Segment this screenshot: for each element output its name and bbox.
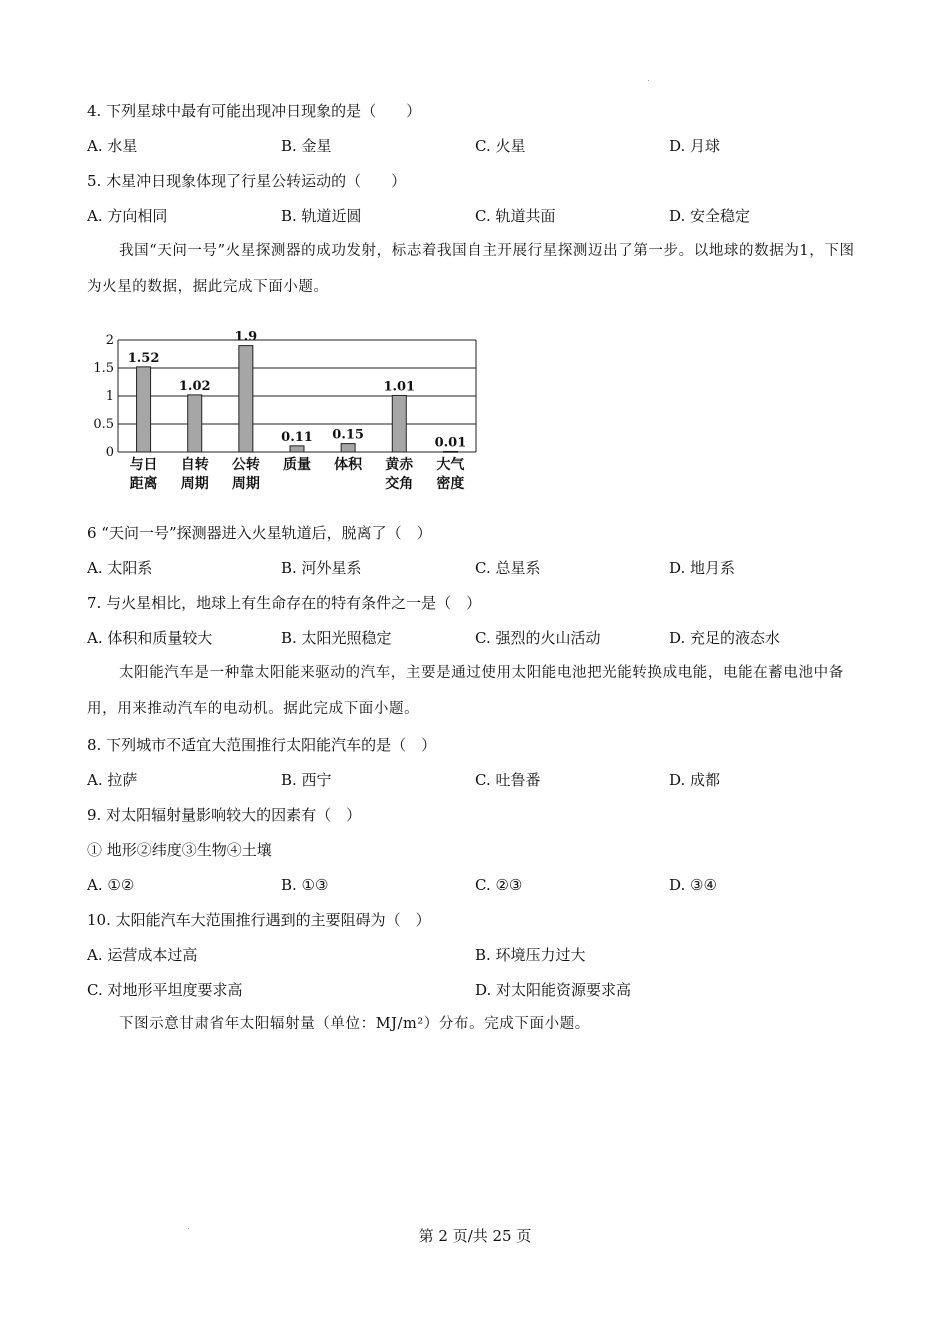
x-category-label: 质量	[283, 457, 311, 473]
q5-option-c[interactable]: C. 轨道共面	[475, 207, 556, 225]
x-category-label: 交角	[385, 476, 414, 492]
x-category-label: 距离	[129, 476, 158, 492]
y-tick-label: 1.5	[93, 361, 114, 376]
chart-bar	[392, 395, 406, 452]
bar-data-label: 1.9	[234, 329, 258, 345]
q10-option-d[interactable]: D. 对太阳能资源要求高	[475, 981, 632, 999]
q4-option-a[interactable]: A. 水星	[87, 137, 138, 155]
y-tick-label: 0	[105, 445, 114, 460]
x-category-label: 公转	[231, 457, 260, 473]
question-6-stem: 6 “天问一号”探测器进入火星轨道后，脱离了（ ）	[87, 524, 432, 542]
q8-option-a[interactable]: A. 拉萨	[87, 771, 138, 789]
x-category-label: 体积	[334, 457, 363, 473]
q8-option-d[interactable]: D. 成都	[669, 771, 721, 789]
bar-data-label: 0.15	[332, 427, 364, 443]
q5-option-d[interactable]: D. 安全稳定	[669, 207, 751, 225]
q6-option-c[interactable]: C. 总星系	[475, 559, 541, 577]
chart-bar	[239, 346, 253, 452]
passage-gansu-radiation: 下图示意甘肃省年太阳辐射量（单位：MJ/m²）分布。完成下面小题。	[119, 1016, 590, 1032]
q4-option-c[interactable]: C. 火星	[475, 137, 526, 155]
page-number-footer: 第 2 页/共 25 页	[418, 1227, 532, 1245]
x-category-label: 大气	[436, 457, 465, 473]
x-category-label: 与日	[129, 457, 158, 473]
y-tick-label: 2	[105, 333, 114, 348]
passage-mars: 我国“天问一号”火星探测器的成功发射，标志着我国自主开展行星探测迈出了第一步。以地球的数据为1，下图为火星的数据，据此完成下面小题。	[87, 243, 855, 295]
x-category-label: 自转	[180, 457, 209, 473]
chart-bar	[341, 444, 355, 452]
q8-option-c[interactable]: C. 吐鲁番	[475, 771, 541, 789]
q9-option-a[interactable]: A. ①②	[87, 876, 135, 894]
q9-factor-items: ① 地形②纬度③生物④土壤	[87, 841, 272, 859]
bar-data-label: 0.11	[281, 429, 313, 445]
bar-data-label: 1.01	[383, 379, 416, 395]
q7-option-c[interactable]: C. 强烈的火山活动	[475, 629, 601, 647]
question-4-stem: 4. 下列星球中最有可能出现冲日现象的是（ ）	[87, 102, 422, 120]
question-5-stem: 5. 木星冲日现象体现了行星公转运动的（ ）	[87, 172, 407, 190]
scan-dot	[648, 80, 649, 81]
bar-data-label: 0.01	[434, 435, 467, 451]
q6-option-b[interactable]: B. 河外星系	[281, 559, 362, 577]
passage-solar-car: 太阳能汽车是一种靠太阳能来驱动的汽车，主要是通过使用太阳能电池把光能转换成电能，电能在蓄电池中备用，用来推动汽车的电动机。据此完成下面小题。	[87, 665, 844, 717]
x-category-label: 周期	[180, 476, 209, 492]
x-category-label: 黄赤	[385, 457, 414, 473]
q10-option-c[interactable]: C. 对地形平坦度要求高	[87, 981, 243, 999]
q4-option-d[interactable]: D. 月球	[669, 137, 721, 155]
bar-data-label: 1.52	[127, 350, 160, 366]
question-10-stem: 10. 太阳能汽车大范围推行遇到的主要阻碍为（ ）	[87, 911, 431, 929]
x-category-label: 密度	[436, 476, 465, 492]
x-category-label: 周期	[231, 476, 260, 492]
q6-option-a[interactable]: A. 太阳系	[87, 559, 153, 577]
chart-bar	[443, 451, 457, 452]
q10-option-b[interactable]: B. 环境压力过大	[475, 946, 586, 964]
q7-option-d[interactable]: D. 充足的液态水	[669, 629, 781, 647]
q6-option-d[interactable]: D. 地月系	[669, 559, 736, 577]
q9-option-d[interactable]: D. ③④	[669, 876, 717, 894]
y-tick-label: 1	[105, 389, 114, 404]
q4-option-b[interactable]: B. 金星	[281, 137, 332, 155]
q9-option-c[interactable]: C. ②③	[475, 876, 523, 894]
bar-data-label: 1.02	[178, 378, 211, 394]
y-tick-label: 0.5	[93, 417, 114, 432]
q10-option-a[interactable]: A. 运营成本过高	[87, 946, 198, 964]
q7-option-b[interactable]: B. 太阳光照稳定	[281, 629, 392, 647]
q5-option-b[interactable]: B. 轨道近圆	[281, 207, 362, 225]
q5-option-a[interactable]: A. 方向相同	[87, 207, 168, 225]
q9-option-b[interactable]: B. ①③	[281, 876, 329, 894]
q8-option-b[interactable]: B. 西宁	[281, 771, 332, 789]
chart-bar	[290, 446, 304, 452]
mars-data-bar-chart	[80, 320, 490, 500]
question-7-stem: 7. 与火星相比，地球上有生命存在的特有条件之一是（ ）	[87, 594, 482, 612]
chart-bar	[188, 395, 202, 452]
q7-option-a[interactable]: A. 体积和质量较大	[87, 629, 213, 647]
question-9-stem: 9. 对太阳辐射量影响较大的因素有（ ）	[87, 806, 362, 824]
chart-bar	[137, 367, 151, 452]
question-8-stem: 8. 下列城市不适宜大范围推行太阳能汽车的是（ ）	[87, 736, 437, 754]
